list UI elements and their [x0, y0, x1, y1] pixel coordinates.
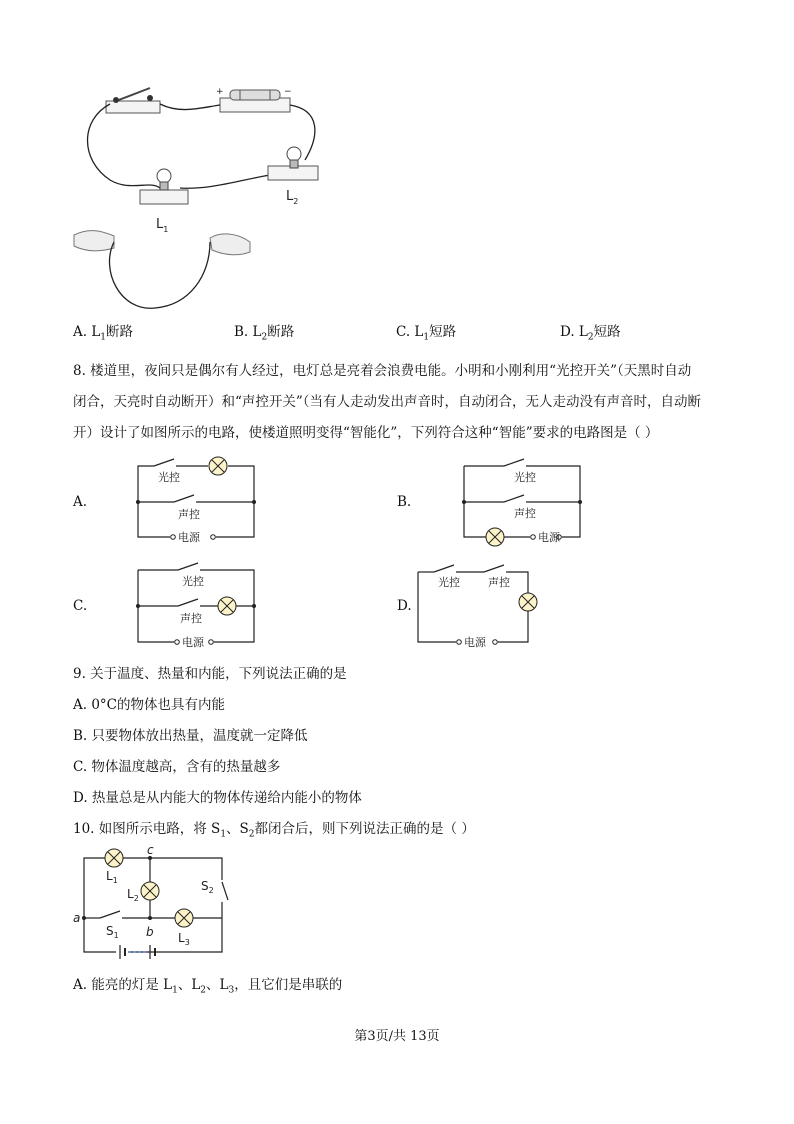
hands-test-wire [74, 231, 250, 309]
page-footer: 第3页/共 13页 [354, 1029, 440, 1044]
label-l2: $L_2$ [127, 887, 139, 903]
lamp [209, 457, 227, 475]
q8-circuit-b [456, 452, 591, 547]
light-switch-label: 光控 [158, 471, 180, 484]
sound-switch-label: 声控 [180, 612, 202, 625]
q10-circuit-figure [70, 840, 240, 970]
q8-circuit-d [412, 560, 542, 650]
q9-option-a[interactable]: A. 0°C的物体也具有内能 [73, 697, 225, 713]
label-l1: $L_1$ [106, 869, 118, 885]
battery-minus: − [284, 87, 292, 97]
q9-option-c[interactable]: C. 物体温度越高，含有的热量越多 [73, 759, 281, 775]
q8-option-c-label[interactable]: C. [73, 598, 88, 614]
battery [216, 87, 292, 112]
lamp-l2 [141, 882, 159, 900]
battery-plus: + [216, 87, 224, 97]
lamp-l1 [105, 849, 123, 867]
power-label: 电源 [464, 636, 486, 649]
light-switch-label: 光控 [438, 576, 460, 589]
lamp [486, 528, 504, 546]
node-c: c [147, 843, 154, 857]
q9-stem: 9. 关于温度、热量和内能，下列说法正确的是 [73, 666, 347, 682]
lamp-l2 [268, 147, 318, 206]
light-switch-label: 光控 [514, 471, 536, 484]
q7-option-c[interactable]: C. $L_1$短路 [396, 324, 457, 343]
q7-circuit-figure [70, 80, 330, 315]
q7-option-a[interactable]: A. $L_1$断路 [73, 324, 134, 343]
lamp [519, 593, 537, 611]
power-label: 电源 [538, 531, 560, 544]
light-switch-label: 光控 [182, 575, 204, 588]
q8-circuit-c [130, 560, 265, 650]
sound-switch-label: 声控 [514, 507, 536, 520]
label-l1: $L_1$ [156, 217, 169, 234]
sound-switch-label: 声控 [178, 508, 200, 521]
label-l2: $L_2$ [286, 189, 299, 206]
node-a: a [73, 911, 81, 925]
knife-switch [106, 88, 160, 113]
power-label: 电源 [178, 531, 200, 544]
q10-option-a[interactable]: A. 能亮的灯是 $L_1$、$L_2$、$L_3$，且它们是串联的 [73, 977, 343, 996]
q8-circuit-a [130, 452, 265, 547]
node-b: b [146, 925, 154, 939]
label-s2: $S_2$ [201, 879, 214, 895]
sound-switch-label: 声控 [488, 576, 510, 589]
q8-stem-line-1: 8. 楼道里，夜间只是偶尔有人经过，电灯总是亮着会浪费电能。小明和小刚利用“光控开关”（天黑时自动 [73, 363, 692, 379]
label-s1: $S_1$ [106, 924, 119, 940]
power-label: 电源 [182, 636, 204, 649]
q9-option-b[interactable]: B. 只要物体放出热量，温度就一定降低 [73, 728, 308, 744]
q8-stem-line-2: 闭合，天亮时自动断开）和“声控开关”（当有人走动发出声音时，自动闭合，无人走动没有声音时，自动断 [73, 394, 702, 410]
lamp-l3 [175, 909, 193, 927]
lamp [218, 597, 236, 615]
q10-stem: 10. 如图所示电路，将 $S_1$、$S_2$都闭合后，则下列说法正确的是（ ） [73, 821, 475, 840]
lamp-l1 [140, 169, 188, 234]
q7-option-b[interactable]: B. $L_2$断路 [234, 324, 295, 343]
q7-option-d[interactable]: D. $L_2$短路 [560, 324, 621, 343]
q8-option-b-label[interactable]: B. [397, 494, 412, 510]
q8-option-a-label[interactable]: A. [73, 494, 88, 510]
q8-option-d-label[interactable]: D. [397, 598, 412, 614]
q8-stem-line-3: 开）设计了如图所示的电路，使楼道照明变得“智能化”，下列符合这种“智能”要求的电路图是（ ） [73, 425, 659, 441]
q9-option-d[interactable]: D. 热量总是从内能大的物体传递给内能小的物体 [73, 790, 362, 806]
label-l3: $L_3$ [178, 931, 190, 947]
